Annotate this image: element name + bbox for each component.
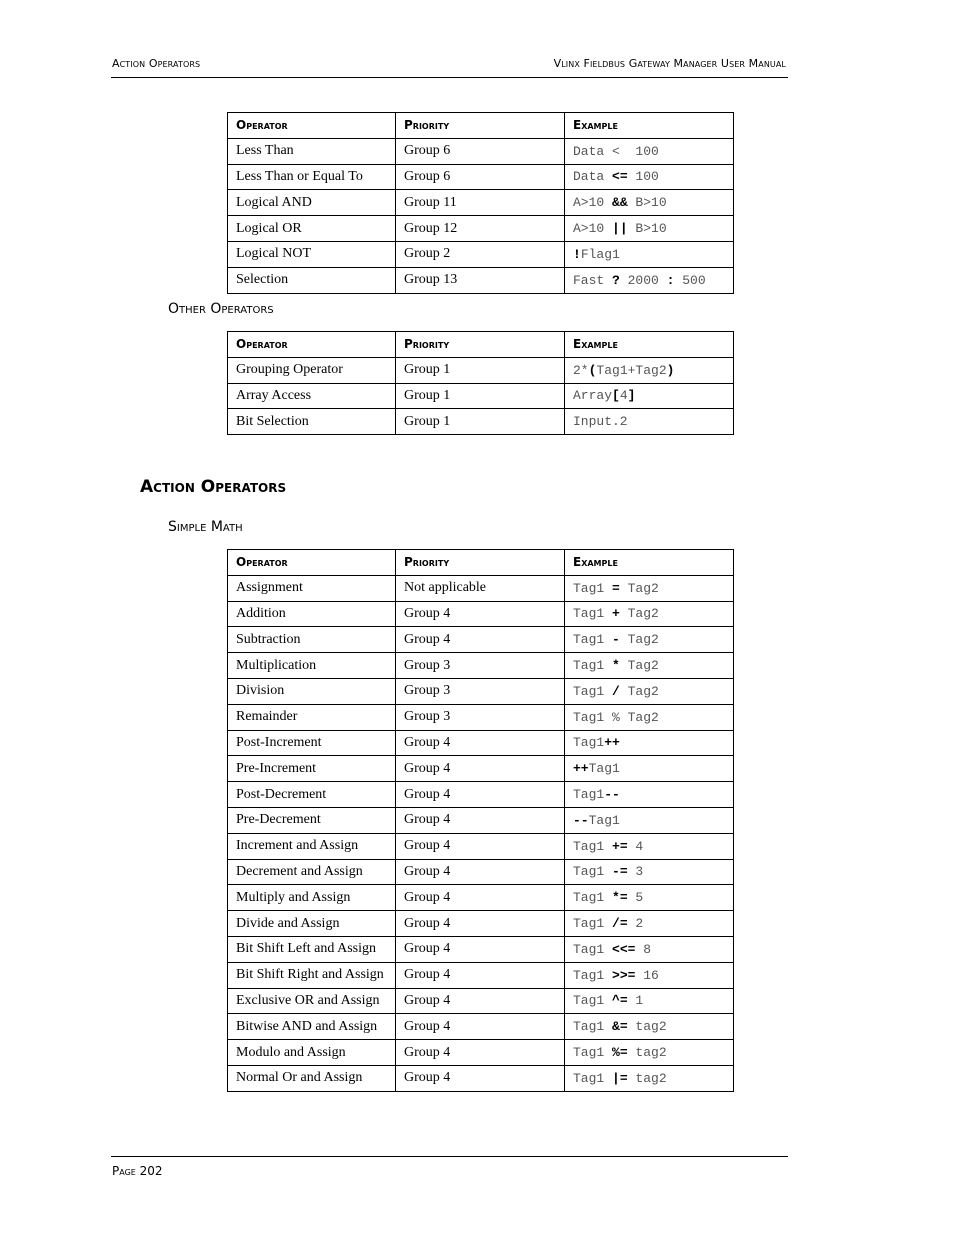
example-operand-text: Tag1+Tag2	[596, 362, 667, 378]
operator-name: Less Than or Equal To	[228, 164, 396, 190]
operator-name: Bitwise AND and Assign	[228, 1014, 396, 1040]
example-operand-text: 2	[627, 916, 644, 932]
column-header-example: Example	[565, 332, 734, 358]
operator-example	[565, 1014, 734, 1040]
table-row	[228, 911, 734, 937]
example-operand-text: Tag1	[573, 1045, 613, 1061]
example-operand-text: Tag1	[588, 812, 620, 828]
example-operator-token: %=	[612, 1045, 628, 1061]
example-operand-text: tag2	[627, 1045, 667, 1061]
example-operator-token: /=	[612, 916, 628, 932]
table-header-row	[228, 550, 734, 576]
operator-example	[565, 936, 734, 962]
table-row	[228, 241, 734, 267]
operator-example	[565, 601, 734, 627]
operator-example	[565, 383, 734, 409]
example-operator-token: <=	[612, 169, 628, 185]
example-operand-text: 16	[635, 967, 659, 983]
table-row	[228, 730, 734, 756]
operator-priority: Group 4	[396, 627, 565, 653]
operator-name: Less Than	[228, 138, 396, 164]
example-operator-token: --	[573, 812, 589, 828]
operator-priority: Group 4	[396, 1040, 565, 1066]
operator-name: Division	[228, 678, 396, 704]
header-manual-title: Vlinx Fieldbus Gateway Manager User Manual	[553, 57, 786, 70]
table-row	[228, 409, 734, 435]
example-operand-text: B>10	[627, 221, 667, 237]
column-header-priority: Priority	[396, 113, 565, 139]
example-operand-text: Tag1	[573, 838, 613, 854]
action-operators-heading: Action Operators	[140, 477, 287, 497]
column-header-priority: Priority	[396, 550, 565, 576]
example-operator-token: !	[573, 246, 581, 262]
example-operand-text: Tag1	[573, 709, 613, 725]
table-row	[228, 138, 734, 164]
operator-priority: Group 11	[396, 190, 565, 216]
operator-name: Multiply and Assign	[228, 885, 396, 911]
table-header-row	[228, 113, 734, 139]
table-row	[228, 1040, 734, 1066]
operator-example	[565, 833, 734, 859]
comparison-operators-table	[227, 112, 734, 294]
example-operand-text: %	[612, 709, 620, 725]
page-footer	[111, 1156, 788, 1178]
operator-priority: Group 3	[396, 678, 565, 704]
example-operand-text: Tag1	[573, 890, 613, 906]
table-row	[228, 962, 734, 988]
operator-example	[565, 1065, 734, 1091]
operator-name: Normal Or and Assign	[228, 1065, 396, 1091]
example-operator-token: &&	[612, 195, 628, 211]
operator-example	[565, 756, 734, 782]
example-operand-text: tag2	[627, 1019, 667, 1035]
example-operand-text: Fast	[573, 272, 613, 288]
example-operand-text: Tag1	[573, 864, 613, 880]
operator-priority: Group 4	[396, 833, 565, 859]
other-operators-heading: Other Operators	[168, 301, 274, 317]
operator-example	[565, 575, 734, 601]
example-operator-token: <<=	[612, 941, 636, 957]
table-row	[228, 885, 734, 911]
table-row	[228, 756, 734, 782]
table-row	[228, 1014, 734, 1040]
operator-example	[565, 988, 734, 1014]
operator-name: Array Access	[228, 383, 396, 409]
example-operand-text: Tag2	[619, 658, 659, 674]
operator-example	[565, 267, 734, 293]
example-operator-token: >>=	[612, 967, 636, 983]
operator-priority: Group 1	[396, 383, 565, 409]
example-operand-text: A>10	[573, 195, 613, 211]
operator-priority: Group 4	[396, 962, 565, 988]
example-operand-text: 2000	[619, 272, 667, 288]
column-header-example: Example	[565, 113, 734, 139]
operator-name: Bit Selection	[228, 409, 396, 435]
table-row	[228, 216, 734, 242]
operator-name: Logical NOT	[228, 241, 396, 267]
example-operator-token: ++	[573, 761, 589, 777]
example-operator-token: ]	[627, 388, 636, 404]
operator-name: Pre-Increment	[228, 756, 396, 782]
operator-example	[565, 653, 734, 679]
table-row	[228, 267, 734, 293]
operator-example	[565, 627, 734, 653]
operator-priority: Not applicable	[396, 575, 565, 601]
example-operand-text: Tag1	[573, 632, 613, 648]
operator-name: Selection	[228, 267, 396, 293]
example-operator-token: *=	[612, 890, 628, 906]
operator-example	[565, 911, 734, 937]
example-operator-token: ?	[612, 272, 620, 288]
other-operators-table	[227, 331, 734, 435]
operator-priority: Group 4	[396, 885, 565, 911]
example-operator-token: ^=	[612, 993, 628, 1009]
example-operand-text: Data < 100	[573, 143, 659, 159]
table-row	[228, 859, 734, 885]
table-row	[228, 936, 734, 962]
example-operand-text: Data	[573, 169, 613, 185]
operator-priority: Group 4	[396, 756, 565, 782]
operator-name: Decrement and Assign	[228, 859, 396, 885]
example-operand-text: 3	[627, 864, 644, 880]
operator-example	[565, 216, 734, 242]
operator-name: Subtraction	[228, 627, 396, 653]
table-row	[228, 164, 734, 190]
example-operator-token: ||	[612, 221, 628, 237]
operator-name: Increment and Assign	[228, 833, 396, 859]
operator-name: Pre-Decrement	[228, 807, 396, 833]
operator-name: Remainder	[228, 704, 396, 730]
example-operator-token: [	[612, 388, 620, 404]
example-operand-text: 4	[619, 388, 628, 404]
example-operand-text: Tag2	[619, 580, 659, 596]
example-operand-text: Tag1	[573, 967, 613, 983]
operator-name: Divide and Assign	[228, 911, 396, 937]
operator-example	[565, 678, 734, 704]
operator-example	[565, 1040, 734, 1066]
table-row	[228, 627, 734, 653]
column-header-example: Example	[565, 550, 734, 576]
operator-priority: Group 4	[396, 807, 565, 833]
example-operator-token: +=	[612, 838, 628, 854]
example-operator-token: --	[604, 787, 620, 803]
operator-example	[565, 730, 734, 756]
example-operand-text: Tag1	[588, 761, 620, 777]
example-operator-token: =	[612, 580, 620, 596]
operator-priority: Group 4	[396, 859, 565, 885]
operator-example	[565, 138, 734, 164]
example-operator-token: /	[612, 683, 620, 699]
operator-example	[565, 859, 734, 885]
operator-name: Exclusive OR and Assign	[228, 988, 396, 1014]
column-header-priority: Priority	[396, 332, 565, 358]
header-section-title: Action Operators	[112, 57, 201, 70]
example-operand-text: Tag2	[619, 683, 659, 699]
table-row	[228, 653, 734, 679]
table-row	[228, 575, 734, 601]
column-header-operator: Operator	[228, 550, 396, 576]
example-operand-text: 100	[627, 169, 659, 185]
example-operand-text: Tag1	[573, 787, 605, 803]
example-operand-text: B>10	[627, 195, 667, 211]
operator-priority: Group 12	[396, 216, 565, 242]
table-row	[228, 807, 734, 833]
example-operand-text: 5	[627, 890, 644, 906]
table-row	[228, 601, 734, 627]
operator-example	[565, 164, 734, 190]
operator-example	[565, 885, 734, 911]
example-operand-text: Tag1	[573, 1019, 613, 1035]
simple-math-table	[227, 549, 734, 1092]
operator-priority: Group 3	[396, 653, 565, 679]
table-row	[228, 190, 734, 216]
operator-priority: Group 4	[396, 730, 565, 756]
example-operand-text: Flag1	[580, 246, 620, 262]
example-operand-text: 1	[627, 993, 644, 1009]
example-operand-text: Tag1	[573, 916, 613, 932]
example-operand-text: Tag1	[573, 580, 613, 596]
example-operator-token: (	[588, 362, 597, 378]
operator-name: Modulo and Assign	[228, 1040, 396, 1066]
operator-name: Bit Shift Left and Assign	[228, 936, 396, 962]
operator-name: Assignment	[228, 575, 396, 601]
example-operand-text: 2*	[573, 362, 589, 378]
table-row	[228, 833, 734, 859]
operator-name: Logical OR	[228, 216, 396, 242]
operator-name: Addition	[228, 601, 396, 627]
table-row	[228, 357, 734, 383]
example-operand-text: Tag1	[573, 993, 613, 1009]
operator-example	[565, 357, 734, 383]
example-operand-text: Tag1	[573, 658, 613, 674]
table-row	[228, 988, 734, 1014]
operator-example	[565, 190, 734, 216]
operator-priority: Group 6	[396, 164, 565, 190]
example-operator-token: *	[612, 658, 620, 674]
example-operand-text: Tag1	[573, 941, 613, 957]
example-operand-text: Input.2	[573, 414, 628, 430]
example-operand-text: Array	[573, 388, 613, 404]
operator-example	[565, 962, 734, 988]
column-header-operator: Operator	[228, 332, 396, 358]
operator-priority: Group 4	[396, 782, 565, 808]
example-operator-token: -=	[612, 864, 628, 880]
page-header	[111, 55, 788, 78]
example-operand-text: 8	[635, 941, 652, 957]
example-operand-text: Tag1	[573, 1070, 613, 1086]
simple-math-heading: Simple Math	[168, 519, 243, 535]
operator-example	[565, 782, 734, 808]
example-operator-token: |=	[612, 1070, 628, 1086]
operator-example	[565, 409, 734, 435]
example-operand-text: 500	[674, 272, 706, 288]
operator-name: Bit Shift Right and Assign	[228, 962, 396, 988]
operator-priority: Group 3	[396, 704, 565, 730]
example-operand-text: Tag1	[573, 735, 605, 751]
operator-priority: Group 13	[396, 267, 565, 293]
table-row	[228, 782, 734, 808]
example-operator-token: :	[666, 272, 675, 288]
page-number: Page 202	[112, 1164, 163, 1178]
operator-name: Logical AND	[228, 190, 396, 216]
operator-priority: Group 4	[396, 911, 565, 937]
example-operand-text: Tag1	[573, 683, 613, 699]
example-operator-token: &=	[612, 1019, 628, 1035]
operator-priority: Group 6	[396, 138, 565, 164]
example-operator-token: ++	[604, 735, 620, 751]
example-operand-text: tag2	[627, 1070, 667, 1086]
example-operand-text: 4	[627, 838, 644, 854]
table-row	[228, 1065, 734, 1091]
operator-name: Post-Increment	[228, 730, 396, 756]
example-operator-token: )	[666, 362, 675, 378]
example-operand-text: Tag2	[619, 709, 659, 725]
table-row	[228, 383, 734, 409]
operator-example	[565, 241, 734, 267]
operator-priority: Group 4	[396, 936, 565, 962]
example-operand-text: A>10	[573, 221, 613, 237]
operator-priority: Group 4	[396, 988, 565, 1014]
table-row	[228, 704, 734, 730]
operator-name: Multiplication	[228, 653, 396, 679]
operator-priority: Group 2	[396, 241, 565, 267]
example-operator-token: +	[612, 606, 620, 622]
example-operator-token: -	[612, 632, 620, 648]
operator-priority: Group 4	[396, 1014, 565, 1040]
table-header-row	[228, 332, 734, 358]
table-row	[228, 678, 734, 704]
operator-example	[565, 704, 734, 730]
operator-priority: Group 1	[396, 409, 565, 435]
column-header-operator: Operator	[228, 113, 396, 139]
operator-name: Post-Decrement	[228, 782, 396, 808]
operator-priority: Group 1	[396, 357, 565, 383]
operator-priority: Group 4	[396, 1065, 565, 1091]
operator-name: Grouping Operator	[228, 357, 396, 383]
operator-example	[565, 807, 734, 833]
example-operand-text: Tag2	[619, 632, 659, 648]
example-operand-text: Tag1	[573, 606, 613, 622]
operator-priority: Group 4	[396, 601, 565, 627]
example-operand-text: Tag2	[619, 606, 659, 622]
